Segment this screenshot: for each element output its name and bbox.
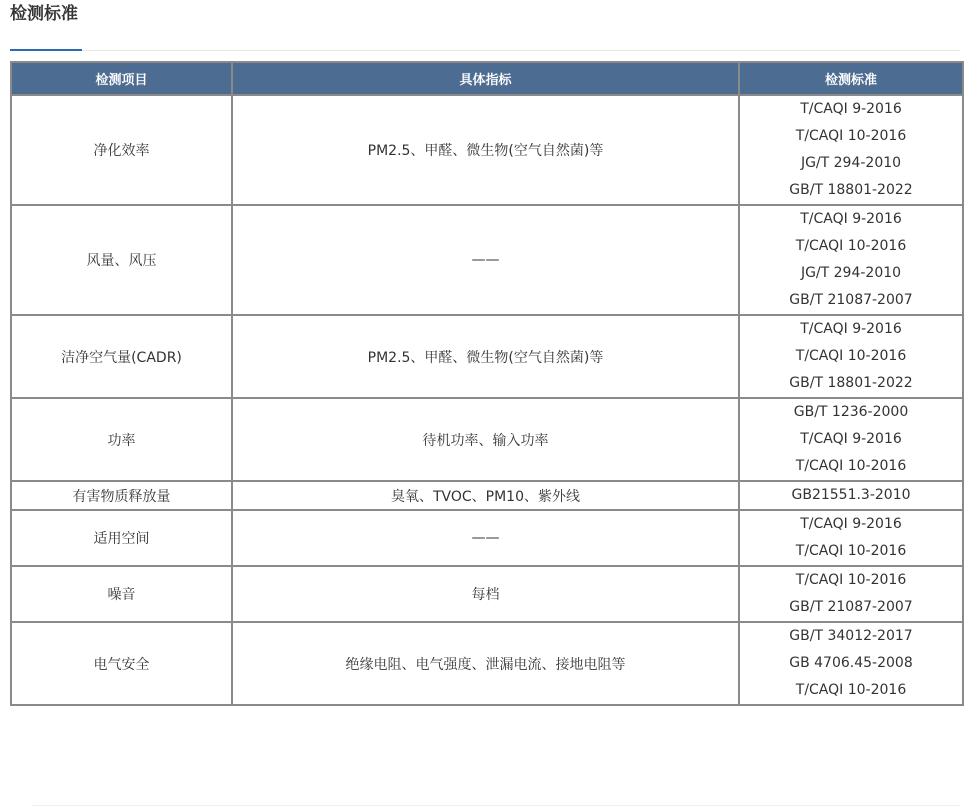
cell-standards — [739, 205, 963, 315]
standard-code: T/CAQI 10-2016 — [795, 348, 907, 364]
standard-code: GB/T 21087-2007 — [789, 599, 913, 615]
cell-standards — [739, 510, 963, 566]
cell-spec: —— — [232, 510, 739, 566]
cell-spec: —— — [232, 205, 739, 315]
standard-code: GB/T 34012-2017 — [789, 628, 913, 644]
cell-spec: 臭氧、TVOC、PM10、紫外线 — [232, 481, 739, 510]
cell-standards — [739, 315, 963, 398]
cell-spec: PM2.5、甲醛、微生物(空气自然菌)等 — [232, 315, 739, 398]
table-row — [11, 566, 963, 622]
standard-code: GB 4706.45-2008 — [789, 655, 913, 671]
standard-code: T/CAQI 10-2016 — [795, 543, 907, 559]
standards-table — [10, 61, 964, 706]
cell-standards — [739, 622, 963, 705]
cell-item: 有害物质释放量 — [11, 481, 232, 510]
title-accent-bar — [10, 49, 82, 51]
table-row — [11, 481, 963, 510]
cell-item: 风量、风压 — [11, 205, 232, 315]
table-row — [11, 398, 963, 481]
standard-code: T/CAQI 9-2016 — [800, 516, 902, 532]
cell-item: 功率 — [11, 398, 232, 481]
cell-item: 洁净空气量(CADR) — [11, 315, 232, 398]
header-item: 检测项目 — [11, 62, 232, 95]
table-row — [11, 315, 963, 398]
standard-code: JG/T 294-2010 — [800, 265, 902, 281]
table-body — [11, 95, 963, 705]
cell-spec: PM2.5、甲醛、微生物(空气自然菌)等 — [232, 95, 739, 205]
cell-item: 噪音 — [11, 566, 232, 622]
cell-standards — [739, 566, 963, 622]
standard-code: T/CAQI 9-2016 — [800, 321, 902, 337]
cell-item: 净化效率 — [11, 95, 232, 205]
standard-code: T/CAQI 10-2016 — [795, 128, 907, 144]
table-row — [11, 510, 963, 566]
standard-code: GB/T 18801-2022 — [789, 182, 913, 198]
cell-standards — [739, 481, 963, 510]
standard-code: GB/T 18801-2022 — [789, 375, 913, 391]
cell-spec: 每档 — [232, 566, 739, 622]
title-divider — [10, 50, 960, 51]
standard-code: GB21551.3-2010 — [791, 487, 911, 503]
standard-code: T/CAQI 10-2016 — [795, 682, 907, 698]
standard-code: T/CAQI 9-2016 — [800, 431, 902, 447]
standard-code: T/CAQI 10-2016 — [795, 458, 907, 474]
cell-standards — [739, 398, 963, 481]
header-standard: 检测标准 — [739, 62, 963, 95]
table-row — [11, 205, 963, 315]
cell-spec: 待机功率、输入功率 — [232, 398, 739, 481]
cell-standards — [739, 95, 963, 205]
standard-code: T/CAQI 9-2016 — [800, 211, 902, 227]
standard-code: T/CAQI 10-2016 — [795, 238, 907, 254]
standard-code: T/CAQI 10-2016 — [795, 572, 907, 588]
cell-item: 适用空间 — [11, 510, 232, 566]
cell-item: 电气安全 — [11, 622, 232, 705]
bottom-divider — [32, 805, 960, 806]
section-title: 检测标准 — [10, 4, 78, 24]
standard-code: JG/T 294-2010 — [800, 155, 902, 171]
standard-code: T/CAQI 9-2016 — [800, 101, 902, 117]
header-spec: 具体指标 — [232, 62, 739, 95]
table-row — [11, 622, 963, 705]
standard-code: GB/T 1236-2000 — [793, 404, 909, 420]
standard-code: GB/T 21087-2007 — [789, 292, 913, 308]
table-header-row — [11, 62, 963, 95]
table-row — [11, 95, 963, 205]
cell-spec: 绝缘电阻、电气强度、泄漏电流、接地电阻等 — [232, 622, 739, 705]
